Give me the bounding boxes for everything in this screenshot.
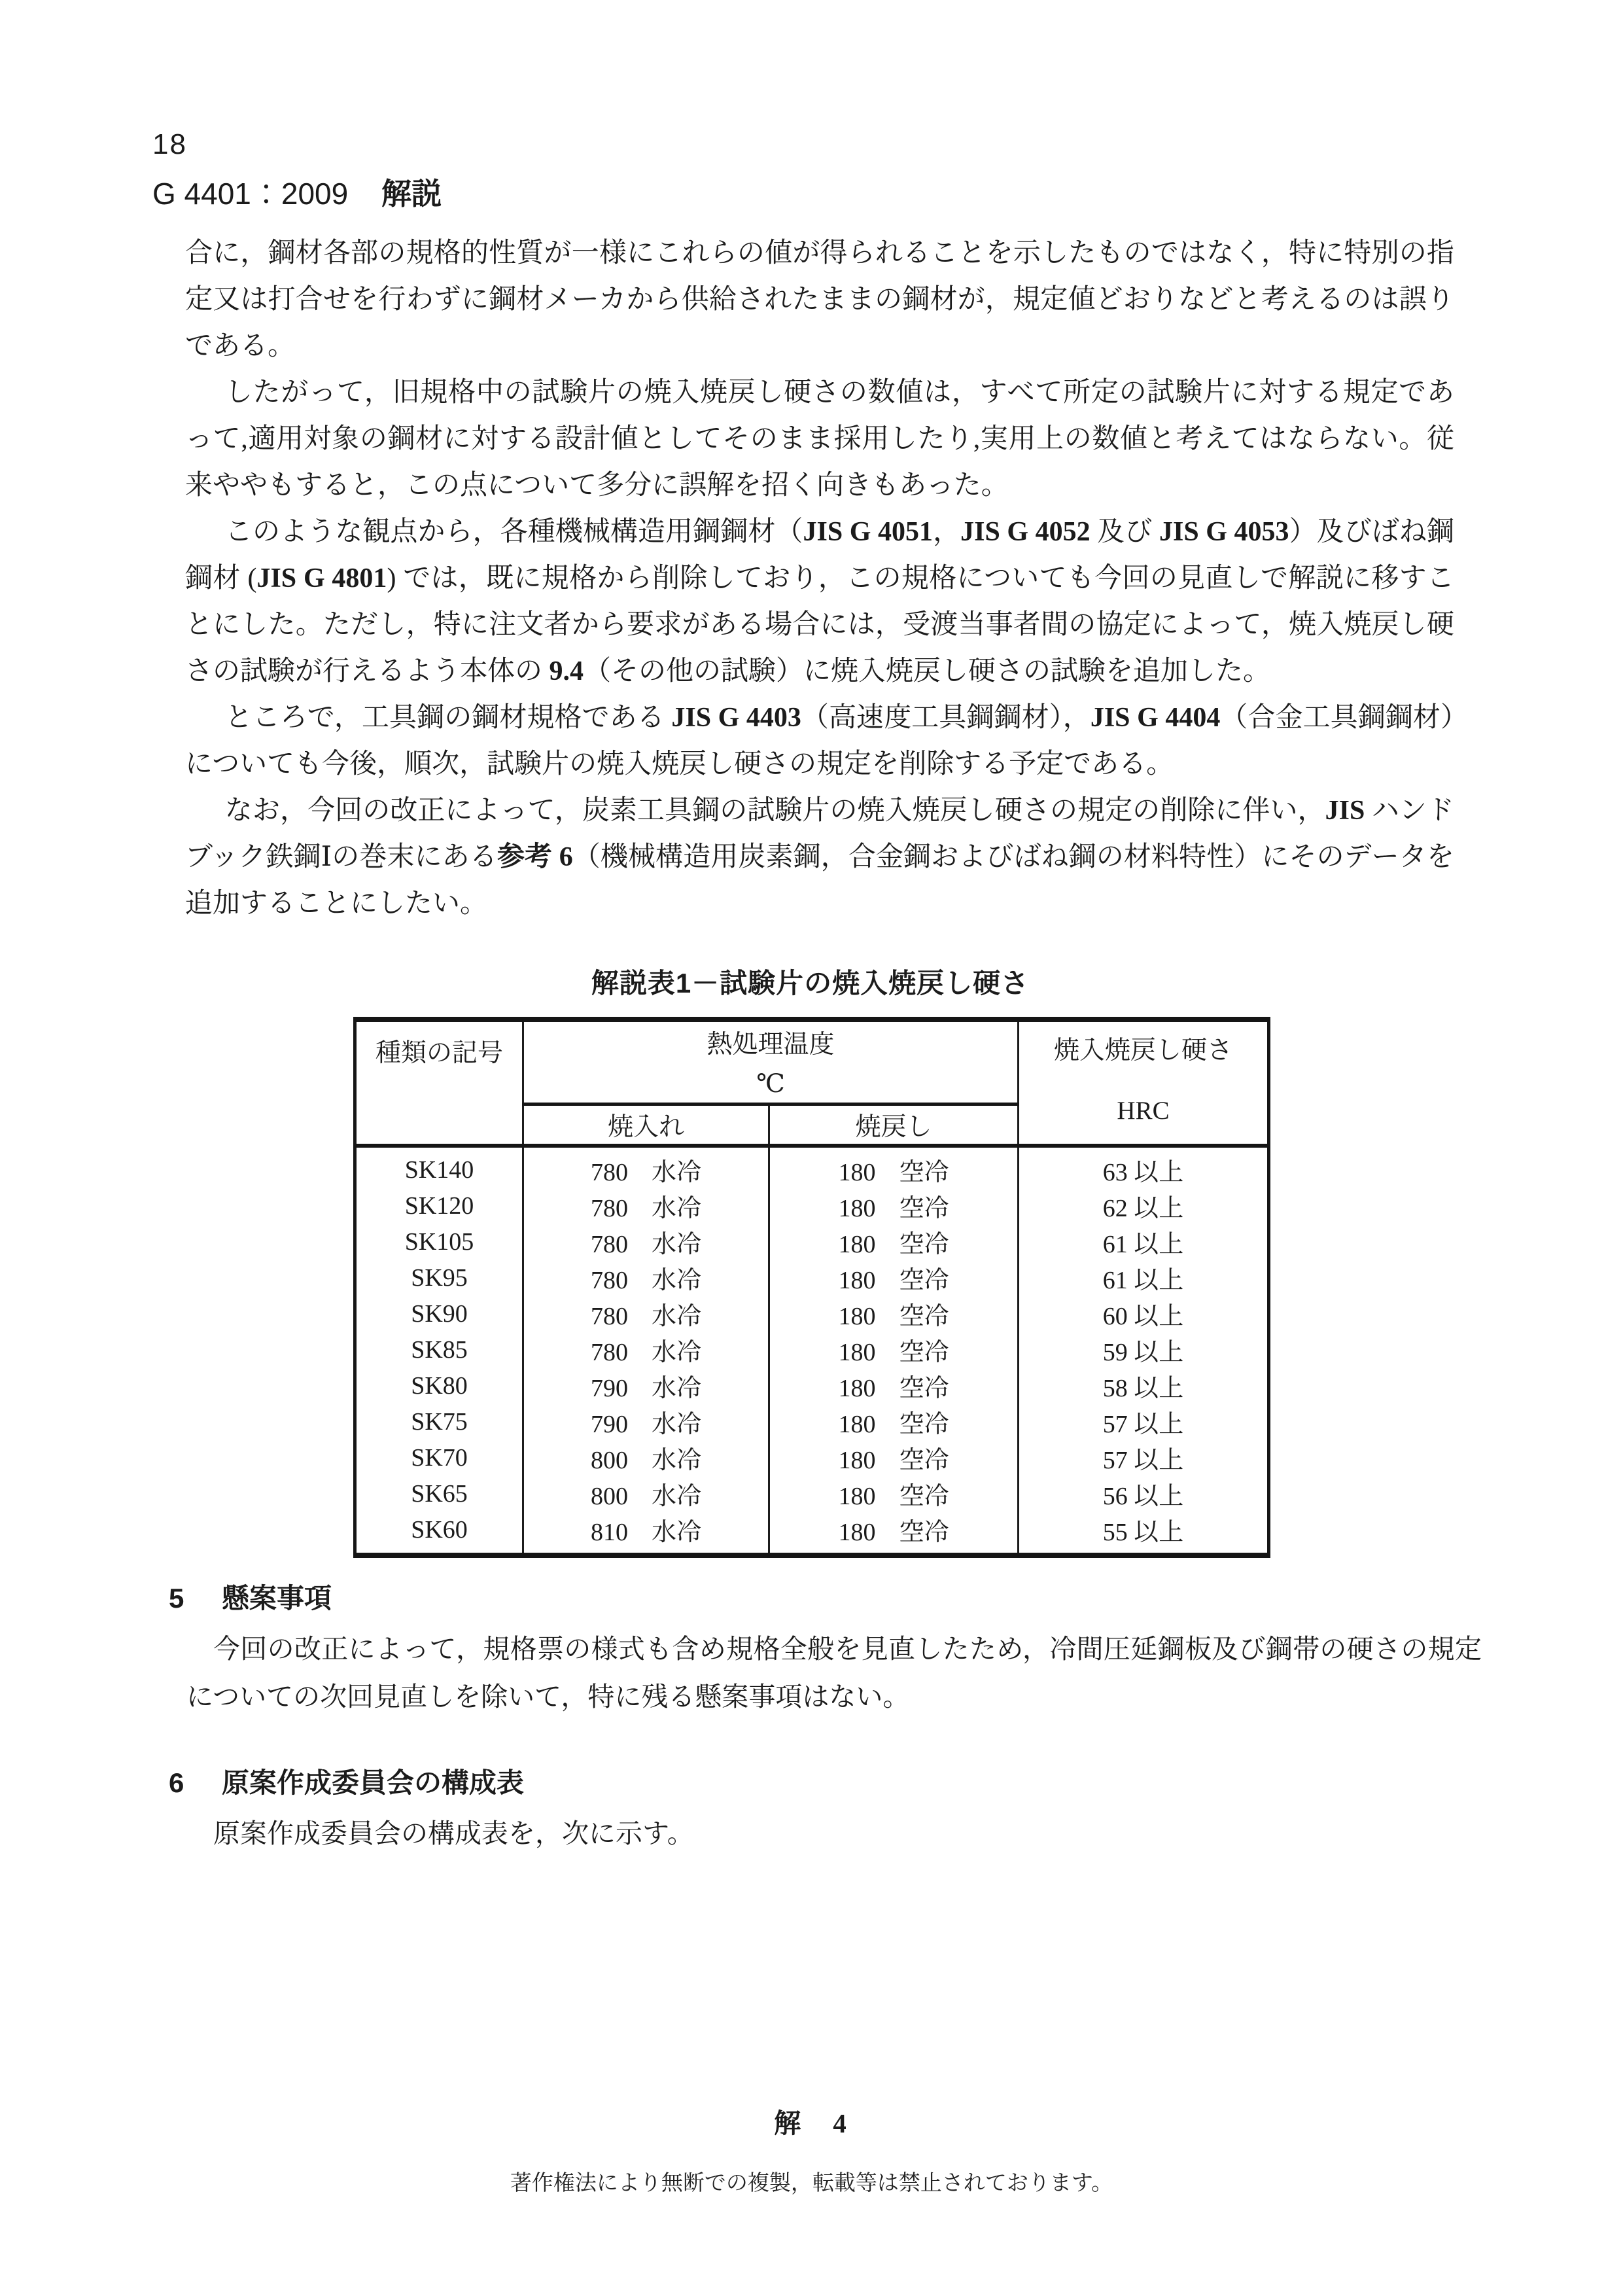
text-segment: ところで，工具鋼の鋼材規格である — [224, 703, 672, 733]
cell-value: 180 — [838, 1159, 876, 1186]
table-block — [353, 967, 1267, 1558]
cell-value: 水冷 — [651, 1267, 701, 1294]
text-segment: 原案作成委員会の構成表を，次に示す。 — [213, 1818, 694, 1848]
col-header-heat-treatment — [523, 1019, 1019, 1104]
text-segment: （機械構造用炭素鋼，合金鋼およびばね鋼の材料特性）にそのデータを追加することにしたい。 — [185, 842, 1454, 919]
cell-value: 57 以上 — [1102, 1411, 1184, 1438]
text-segment: ）及びばね鋼鋼材 ( — [185, 517, 1454, 593]
bold-reference-text: JIS G 4404 — [1090, 703, 1221, 733]
cell-quench — [523, 1511, 769, 1555]
cell-mark — [355, 1439, 523, 1475]
cell-value: 空冷 — [899, 1231, 949, 1258]
hardness-label: 焼入焼戻し硬さ — [1054, 1036, 1233, 1065]
cell-value: 水冷 — [651, 1303, 701, 1330]
cell-value: 61 以上 — [1102, 1231, 1184, 1258]
table-row — [355, 1146, 1269, 1188]
paragraph — [186, 1810, 1482, 1858]
cell-value: 水冷 — [651, 1483, 701, 1510]
bold-reference-text: JIS G 4801 — [256, 563, 387, 593]
cell-value: SK75 — [411, 1407, 468, 1436]
cell-value: SK120 — [404, 1192, 474, 1220]
cell-hardness — [1019, 1146, 1269, 1188]
cell-value: 61 以上 — [1102, 1267, 1184, 1294]
cell-value: 780 — [590, 1159, 628, 1186]
section-6-body — [186, 1810, 1482, 1858]
cell-value: 59 以上 — [1102, 1339, 1184, 1366]
cell-hardness — [1019, 1439, 1269, 1475]
cell-value: SK95 — [411, 1263, 468, 1292]
cell-value: 空冷 — [899, 1303, 949, 1330]
footer-page-marker: 解 4 — [774, 2108, 849, 2138]
cell-temper — [769, 1296, 1019, 1332]
cell-value: SK90 — [411, 1299, 468, 1328]
cell-value: 780 — [590, 1267, 628, 1294]
cell-temper — [769, 1368, 1019, 1404]
cell-value: 56 以上 — [1102, 1483, 1184, 1510]
table-title: 解説表1－試験片の焼入焼戻し硬さ — [591, 968, 1030, 998]
cell-value: SK140 — [404, 1156, 474, 1184]
cell-value: 空冷 — [899, 1411, 949, 1438]
cell-value: 180 — [838, 1303, 876, 1330]
cell-value: 180 — [838, 1411, 876, 1438]
paragraph — [185, 788, 1454, 927]
text-segment: 今回の改正によって，規格票の様式も含め規格全般を見直したため，冷間圧延鋼板及び鋼帯の硬さの規定についての次回見直しを除いて，特に残る懸案事項はない。 — [186, 1634, 1482, 1712]
col-header-quench: 焼入れ — [523, 1104, 769, 1146]
cell-temper — [769, 1404, 1019, 1439]
section-5-heading — [169, 1582, 1484, 1615]
cell-temper — [769, 1260, 1019, 1296]
table-row — [355, 1332, 1269, 1368]
cell-value: 63 以上 — [1102, 1159, 1184, 1186]
cell-value: 水冷 — [651, 1375, 701, 1402]
cell-hardness — [1019, 1296, 1269, 1332]
cell-value: 空冷 — [899, 1195, 949, 1222]
cell-mark — [355, 1368, 523, 1404]
cell-quench — [523, 1439, 769, 1475]
text-segment: なお，今回の改正によって，炭素工具鋼の試験片の焼入焼戻し硬さの規定の削除に伴い， — [224, 796, 1325, 826]
paragraph — [185, 509, 1454, 695]
cell-value: SK70 — [411, 1443, 468, 1472]
cell-quench — [523, 1224, 769, 1260]
cell-mark — [355, 1296, 523, 1332]
cell-temper — [769, 1224, 1019, 1260]
paragraph — [185, 370, 1454, 509]
table-row — [355, 1260, 1269, 1296]
paragraph — [185, 230, 1454, 370]
table-row — [355, 1511, 1269, 1555]
cell-value: 780 — [590, 1339, 628, 1366]
cell-mark — [355, 1224, 523, 1260]
section-title: 懸案事項 — [222, 1583, 332, 1614]
cell-hardness — [1019, 1404, 1269, 1439]
text-segment: 合に，鋼材各部の規格的性質が一様にこれらの値が得られることを示したものではなく，特に特別の指定又は打合せを行わずに鋼材メーカから供給されたままの鋼材が，規定値どおりなどと考えるのは誤りである。 — [185, 238, 1454, 361]
cell-quench — [523, 1146, 769, 1188]
text-segment: ) では，既に規格から削除しており，この規格についても今回の見直しで解説に移すことにした。ただし，特に注文者から要求がある場合には，受渡当事者間の協定によって，焼入焼戻し硬さの試験が行えるよう本体の — [185, 563, 1454, 686]
cell-quench — [523, 1404, 769, 1439]
cell-value: 790 — [590, 1411, 628, 1438]
text-segment: したがって，旧規格中の試験片の焼入焼戻し硬さの数値は，すべて所定の試験片に対する規定であって,適用対象の鋼材に対する設計値としてそのまま採用したり,実用上の数値と考えてはならない。従来ややもすると，この点について多分に誤解を招く向きもあった。 — [185, 378, 1454, 501]
cell-temper — [769, 1188, 1019, 1224]
text-segment: （その他の試験）に焼入焼戻し硬さの試験を追加した。 — [584, 656, 1271, 686]
heat-treatment-label: 熱処理温度 — [707, 1030, 835, 1059]
cell-value: 空冷 — [899, 1267, 949, 1294]
bold-reference-text: JIS G 4053 — [1159, 517, 1289, 547]
col-header-hardness — [1019, 1019, 1269, 1146]
cell-value: 180 — [838, 1195, 876, 1222]
cell-value: 空冷 — [899, 1159, 949, 1186]
section-number: 5 — [169, 1583, 184, 1614]
section-6-heading — [169, 1767, 1484, 1799]
table-header-row-1 — [355, 1019, 1269, 1104]
heat-treatment-unit: ℃ — [756, 1069, 785, 1098]
bold-reference-text: 参考 6 — [497, 842, 573, 872]
text-segment: ， — [933, 517, 961, 547]
hardness-table — [353, 1017, 1270, 1558]
cell-value: 空冷 — [899, 1519, 949, 1546]
cell-value: 水冷 — [651, 1231, 701, 1258]
cell-mark — [355, 1332, 523, 1368]
bold-reference-text: 9.4 — [549, 656, 584, 686]
copyright-notice: 著作権法により無断での複製，転載等は禁止されております。 — [510, 2172, 1113, 2195]
cell-quench — [523, 1260, 769, 1296]
text-segment: （合金工具鋼鋼材）についても今後，順次，試験片の焼入焼戻し硬さの規定を削除する予定である。 — [185, 703, 1455, 779]
cell-hardness — [1019, 1511, 1269, 1555]
cell-value: SK60 — [411, 1515, 468, 1544]
body-text — [185, 230, 1454, 927]
section-5 — [169, 1582, 1484, 1721]
section-number: 6 — [169, 1767, 184, 1798]
cell-value: 180 — [838, 1375, 876, 1402]
cell-value: 空冷 — [899, 1339, 949, 1366]
bold-reference-text: JIS — [1325, 796, 1365, 826]
cell-temper — [769, 1439, 1019, 1475]
table-row — [355, 1404, 1269, 1439]
page-number: 18 — [152, 128, 187, 160]
cell-mark — [355, 1260, 523, 1296]
cell-mark — [355, 1146, 523, 1188]
bold-reference-text: JIS G 4051 — [803, 517, 933, 547]
cell-quench — [523, 1475, 769, 1511]
cell-value: 水冷 — [651, 1339, 701, 1366]
cell-value: 800 — [590, 1483, 628, 1510]
section-5-body — [186, 1625, 1482, 1721]
cell-value: 58 以上 — [1102, 1375, 1184, 1402]
cell-value: 空冷 — [899, 1483, 949, 1510]
table-row — [355, 1224, 1269, 1260]
cell-value: 空冷 — [899, 1447, 949, 1474]
doc-label: 解説 — [381, 177, 442, 211]
table-row — [355, 1439, 1269, 1475]
cell-value: 810 — [590, 1519, 628, 1546]
paragraph — [185, 695, 1454, 788]
cell-value: 水冷 — [651, 1411, 701, 1438]
doc-code: G 4401：2009 — [152, 177, 349, 211]
cell-quench — [523, 1188, 769, 1224]
cell-value: 60 以上 — [1102, 1303, 1184, 1330]
cell-value: 180 — [838, 1483, 876, 1510]
section-title: 原案作成委員会の構成表 — [222, 1767, 525, 1798]
cell-hardness — [1019, 1188, 1269, 1224]
hardness-unit: HRC — [1117, 1097, 1170, 1125]
cell-quench — [523, 1296, 769, 1332]
table-row — [355, 1296, 1269, 1332]
cell-value: 水冷 — [651, 1447, 701, 1474]
paragraph — [186, 1625, 1482, 1721]
cell-value: 780 — [590, 1195, 628, 1222]
text-segment: ハンドブック鉄鋼Ⅰの巻末にある — [185, 796, 1454, 872]
cell-value: 180 — [838, 1339, 876, 1366]
cell-hardness — [1019, 1224, 1269, 1260]
bold-reference-text: JIS G 4052 — [960, 517, 1091, 547]
cell-value: 780 — [590, 1231, 628, 1258]
cell-quench — [523, 1368, 769, 1404]
table-row — [355, 1368, 1269, 1404]
cell-quench — [523, 1332, 769, 1368]
page-header — [152, 128, 442, 211]
col-header-temper: 焼戻し — [769, 1104, 1019, 1146]
cell-value: 水冷 — [651, 1159, 701, 1186]
doc-code-line — [152, 177, 442, 211]
section-6 — [169, 1767, 1484, 1858]
cell-mark — [355, 1511, 523, 1555]
text-segment: （高速度工具鋼鋼材）， — [801, 703, 1091, 733]
cell-value: 空冷 — [899, 1375, 949, 1402]
cell-value: 55 以上 — [1102, 1519, 1184, 1546]
cell-value: 180 — [838, 1267, 876, 1294]
cell-mark — [355, 1188, 523, 1224]
cell-value: 790 — [590, 1375, 628, 1402]
cell-mark — [355, 1475, 523, 1511]
cell-value: 水冷 — [651, 1519, 701, 1546]
cell-value: 780 — [590, 1303, 628, 1330]
text-segment: 及び — [1090, 517, 1159, 547]
cell-hardness — [1019, 1260, 1269, 1296]
cell-value: SK80 — [411, 1371, 468, 1400]
cell-value: SK65 — [411, 1479, 468, 1508]
cell-hardness — [1019, 1475, 1269, 1511]
cell-temper — [769, 1332, 1019, 1368]
table-row — [355, 1475, 1269, 1511]
cell-hardness — [1019, 1368, 1269, 1404]
cell-value: 180 — [838, 1447, 876, 1474]
col-header-mark: 種類の記号 — [355, 1019, 523, 1146]
cell-temper — [769, 1475, 1019, 1511]
cell-value: SK85 — [411, 1335, 468, 1364]
cell-value: 800 — [590, 1447, 628, 1474]
cell-value: SK105 — [404, 1227, 474, 1256]
cell-value: 180 — [838, 1231, 876, 1258]
cell-value: 水冷 — [651, 1195, 701, 1222]
cell-value: 180 — [838, 1519, 876, 1546]
cell-hardness — [1019, 1332, 1269, 1368]
text-segment: このような観点から，各種機械構造用鋼鋼材（ — [224, 517, 803, 547]
table-row — [355, 1188, 1269, 1224]
cell-value: 62 以上 — [1102, 1195, 1184, 1222]
cell-temper — [769, 1511, 1019, 1555]
cell-temper — [769, 1146, 1019, 1188]
cell-value: 57 以上 — [1102, 1447, 1184, 1474]
cell-mark — [355, 1404, 523, 1439]
bold-reference-text: JIS G 4403 — [671, 703, 801, 733]
